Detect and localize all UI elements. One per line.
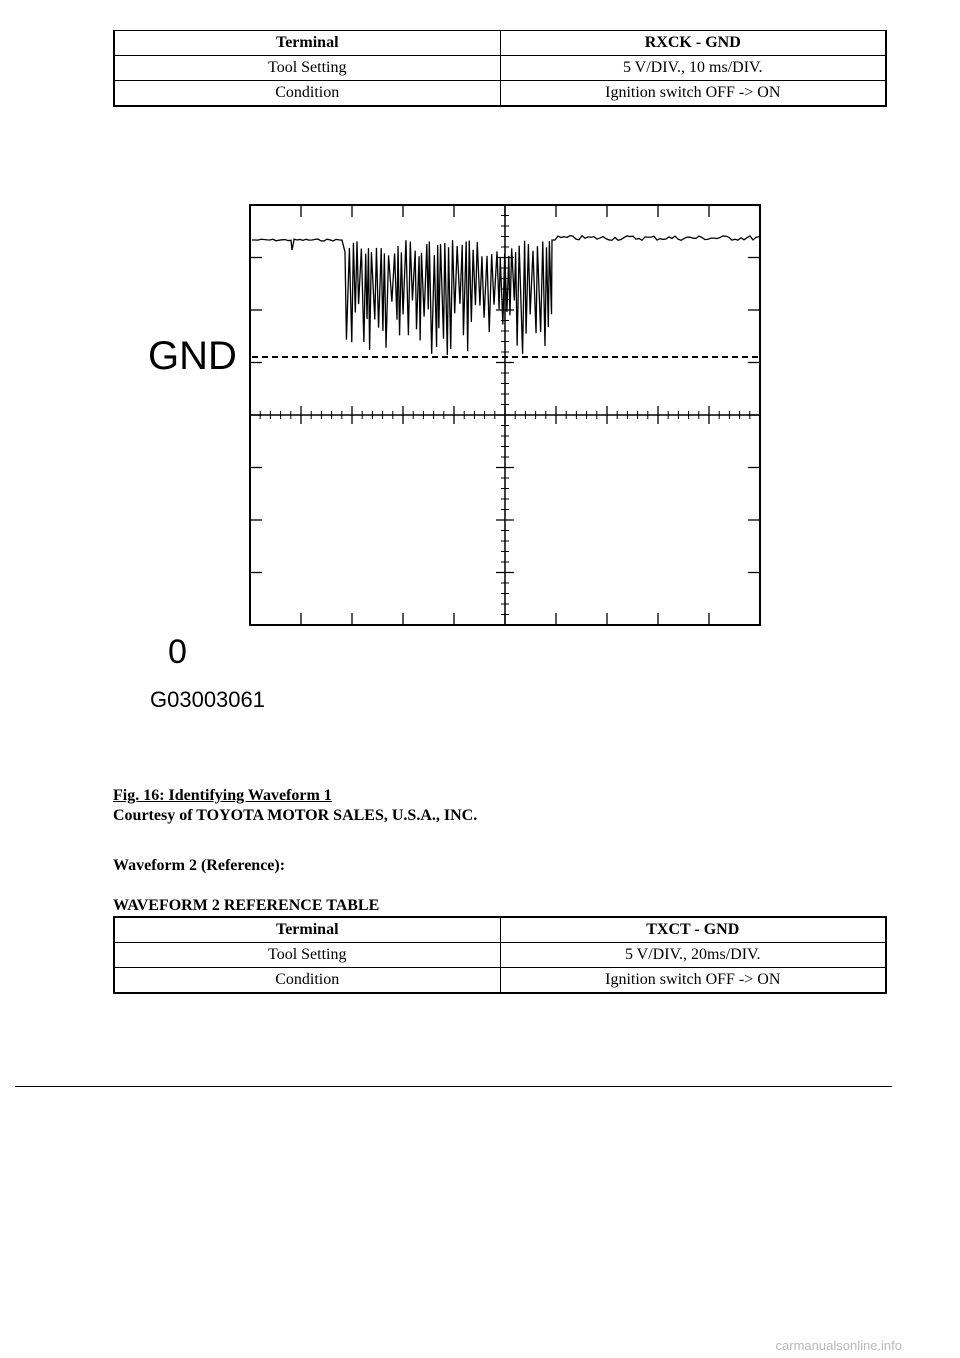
table-cell: Tool Setting <box>114 56 500 81</box>
footer-divider <box>15 1086 892 1087</box>
table-row <box>114 917 886 943</box>
waveform2-table-title: WAVEFORM 2 REFERENCE TABLE <box>113 897 380 914</box>
waveform2-heading: Waveform 2 (Reference): <box>113 857 286 874</box>
table-cell: RXCK - GND <box>500 31 886 56</box>
gnd-label: GND <box>148 334 237 378</box>
zero-label: 0 <box>168 633 187 671</box>
table-cell: Condition <box>114 81 500 107</box>
table-cell: Terminal <box>114 917 500 943</box>
table-row <box>114 56 886 81</box>
waveform1-reference-table <box>113 30 887 107</box>
table-cell: Terminal <box>114 31 500 56</box>
table-cell: Tool Setting <box>114 943 500 968</box>
table-row <box>114 968 886 994</box>
table-cell: Ignition switch OFF -> ON <box>500 968 886 994</box>
table-cell: Ignition switch OFF -> ON <box>500 81 886 107</box>
table-cell: Condition <box>114 968 500 994</box>
oscilloscope-waveform-figure <box>140 195 770 725</box>
waveform2-reference-table <box>113 916 887 994</box>
table-row <box>114 31 886 56</box>
figure-caption-title: Fig. 16: Identifying Waveform 1 <box>113 787 332 804</box>
watermark-text: carmanualsonline.info <box>775 1338 902 1353</box>
table-row <box>114 943 886 968</box>
table-cell: 5 V/DIV., 20ms/DIV. <box>500 943 886 968</box>
table-cell: 5 V/DIV., 10 ms/DIV. <box>500 56 886 81</box>
figure-caption <box>113 786 477 826</box>
figure-caption-credit: Courtesy of TOYOTA MOTOR SALES, U.S.A., INC. <box>113 807 478 824</box>
table-row <box>114 81 886 107</box>
table-cell: TXCT - GND <box>500 917 886 943</box>
figure-code: G03003061 <box>150 687 265 712</box>
